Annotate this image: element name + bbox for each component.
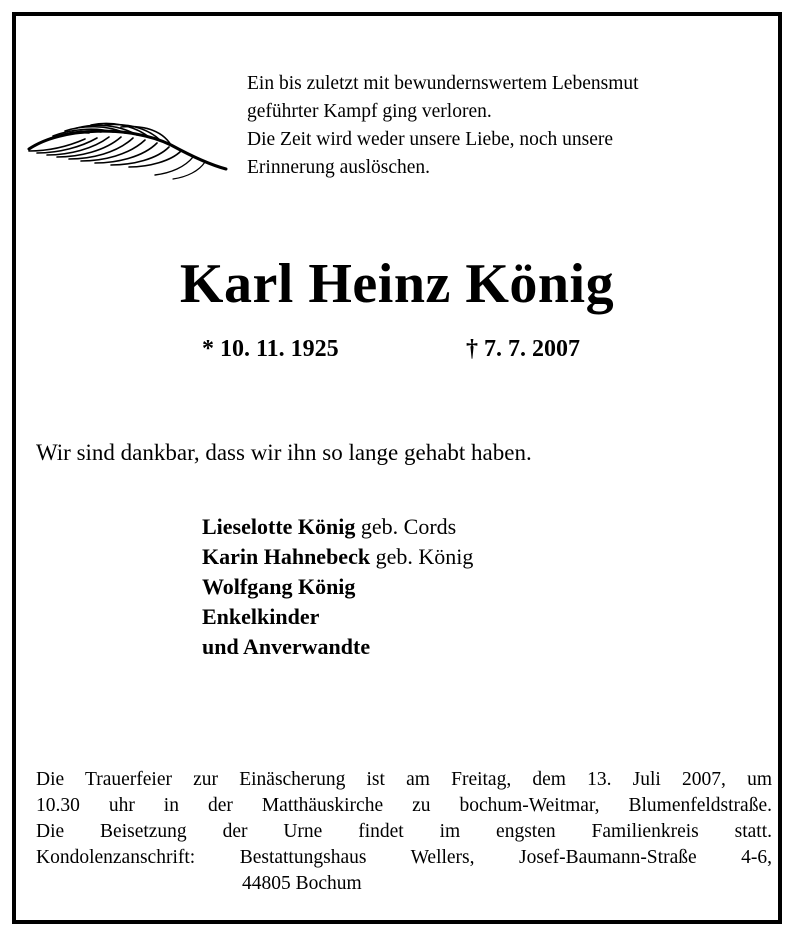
details-line: Die Beisetzung der Urne findet im engsten Familienkreis statt. (36, 821, 772, 842)
palm-frond-icon (21, 121, 231, 191)
funeral-details (36, 767, 772, 897)
mourner-name: Lieselotte König (202, 514, 356, 539)
details-line: Kondolenzanschrift: Bestattungshaus Wellers, Josef-Baumann-Straße 4-6, (36, 847, 772, 868)
mourner-entry (202, 542, 473, 572)
mourner-entry (202, 632, 473, 662)
details-line: 10.30 uhr in der Matthäuskirche zu bochum-Weitmar, Blumenfeldstraße. (36, 795, 772, 816)
quote-line: Erinnerung auslöschen. (247, 157, 431, 178)
mourner-entry (202, 602, 473, 632)
mourner-name: Wolfgang König (202, 574, 356, 599)
details-postcode-line: 44805 Bochum (242, 873, 362, 894)
details-line: Die Trauerfeier zur Einäscherung ist am Freitag, dem 13. Juli 2007, um (36, 769, 772, 790)
mourners-list (202, 512, 473, 662)
mourner-name: und Anverwandte (202, 634, 371, 659)
mourner-entry (202, 572, 473, 602)
quote-line: Ein bis zuletzt mit bewundernswertem Lebensmut (247, 73, 639, 94)
birth-date: * 10. 11. 1925 (202, 336, 339, 362)
death-date: † 7. 7. 2007 (466, 336, 580, 362)
mourner-note: geb. Cords (355, 514, 457, 539)
quote-line: geführter Kampf ging verloren. (247, 101, 492, 122)
mourner-entry (202, 512, 473, 542)
mourner-name: Karin Hahnebeck (202, 544, 371, 569)
mourner-name: Enkelkinder (202, 604, 320, 629)
obituary-notice (12, 12, 782, 924)
mourner-note: geb. König (370, 544, 474, 569)
quote-line: Die Zeit wird weder unsere Liebe, noch unsere (247, 129, 614, 150)
deceased-name: Karl Heinz König (179, 253, 615, 315)
memorial-quote (247, 70, 639, 182)
thanks-line: Wir sind dankbar, dass wir ihn so lange gehabt haben. (36, 440, 532, 465)
